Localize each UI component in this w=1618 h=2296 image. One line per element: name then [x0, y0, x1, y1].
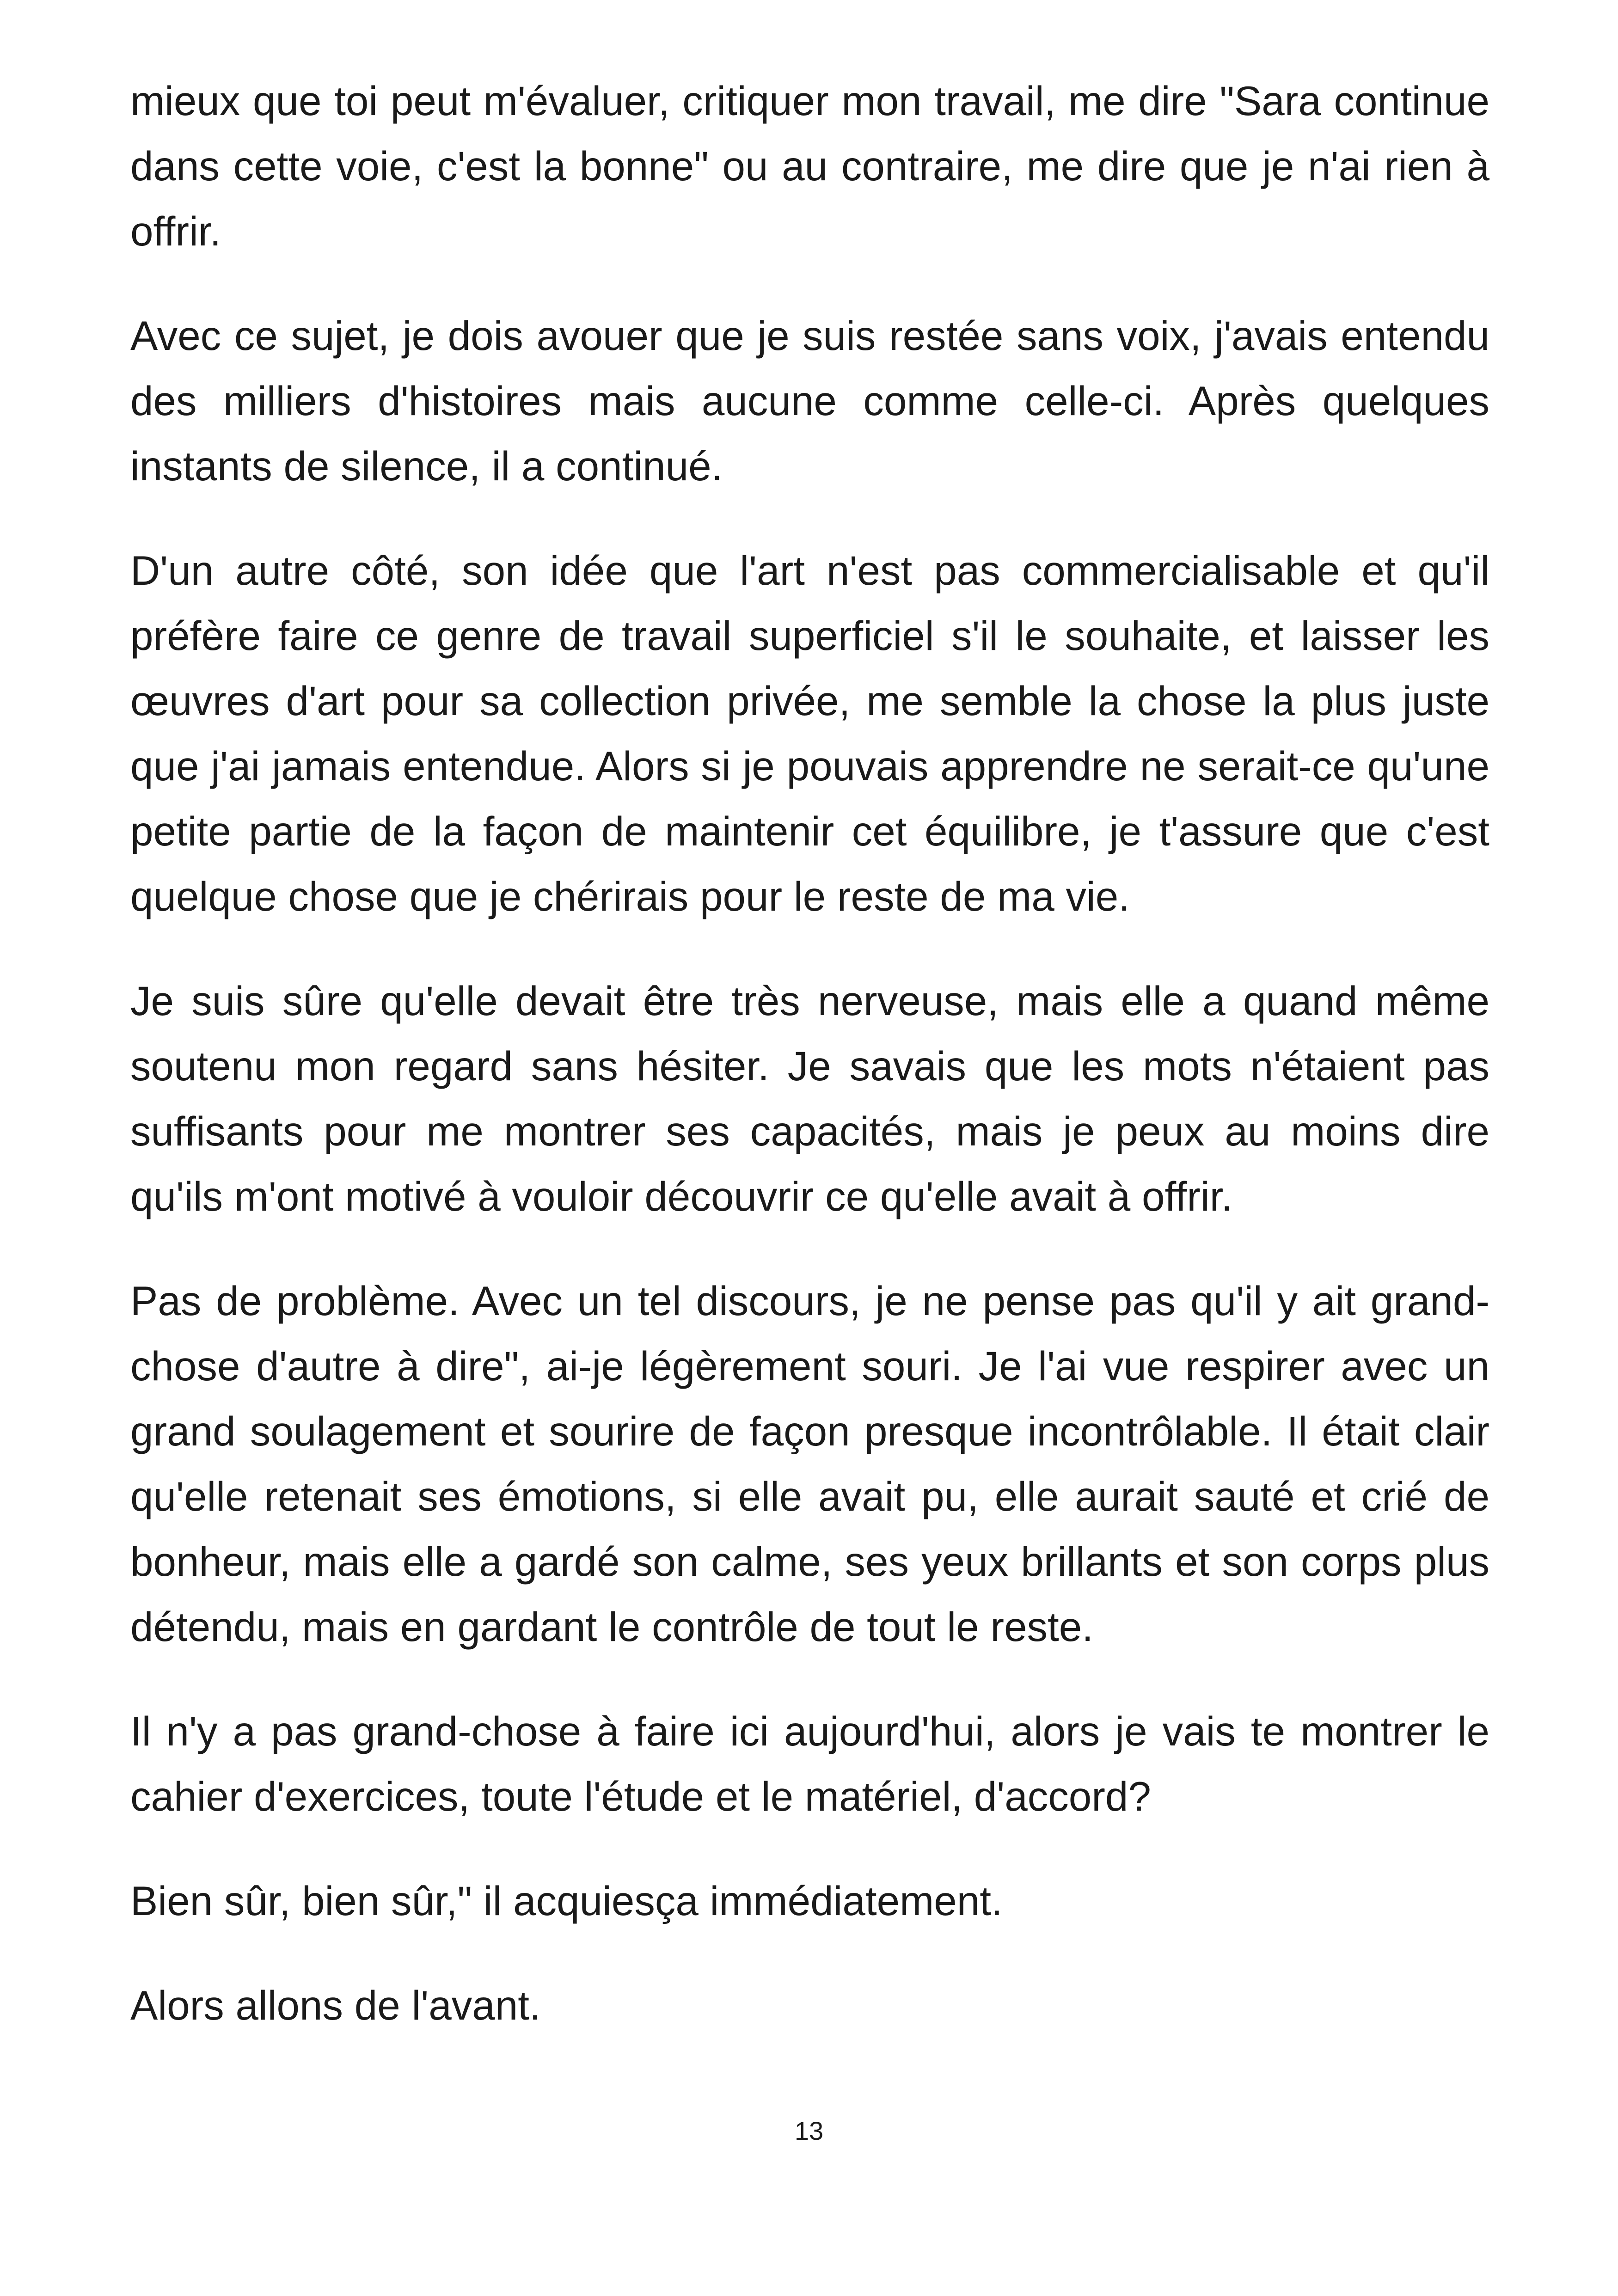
- paragraph: mieux que toi peut m'évaluer, critiquer mon travail, me dire "Sara continue dans cette voie, c'est la bonne" ou au contraire, me dire que je n'ai rien à offrir.: [130, 78, 1489, 254]
- paragraph: Il n'y a pas grand-chose à faire ici aujourd'hui, alors je vais te montrer le cahier d'exercices, toute l'étude et le matériel, d'accord?: [130, 1708, 1489, 1819]
- paragraph: D'un autre côté, son idée que l'art n'est pas commercialisable et qu'il préfère faire ce genre de travail superficiel s'il le souhaite, et laisser les œuvres d'art pour sa collection privée, me semble la chose la plus juste que j'ai jamais entendue. Alors si je pouvais apprendre ne serait-ce qu'une petite partie de la façon de maintenir cet équilibre, je t'assure que c'est quelque chose que je chérirais pour le reste de ma vie.: [130, 547, 1489, 919]
- paragraph: Alors allons de l'avant.: [130, 1982, 541, 2028]
- paragraph: Je suis sûre qu'elle devait être très nerveuse, mais elle a quand même soutenu mon regard sans hésiter. Je savais que les mots n'étaient pas suffisants pour me montrer ses capacités, mais je peux au moins dire qu'ils m'ont motivé à vouloir découvrir ce qu'elle avait à offrir.: [130, 978, 1489, 1219]
- paragraph: Bien sûr, bien sûr," il acquiesça immédiatement.: [130, 1878, 1003, 1924]
- document-body: [130, 68, 1489, 2077]
- page-number: 13: [794, 2116, 824, 2145]
- paragraph: Avec ce sujet, je dois avouer que je suis restée sans voix, j'avais entendu des milliers d'histoires mais aucune comme celle-ci. Après quelques instants de silence, il a continué.: [130, 312, 1489, 489]
- paragraph: Pas de problème. Avec un tel discours, je ne pense pas qu'il y ait grand-chose d'autre à dire", ai-je légèrement souri. Je l'ai vue respirer avec un grand soulagement et sourire de façon presque incontrôlable. Il était clair qu'elle retenait ses émotions, si elle avait pu, elle aurait sauté et crié de bonheur, mais elle a gardé son calme, ses yeux brillants et son corps plus détendu, mais en gardant le contrôle de tout le reste.: [130, 1278, 1489, 1650]
